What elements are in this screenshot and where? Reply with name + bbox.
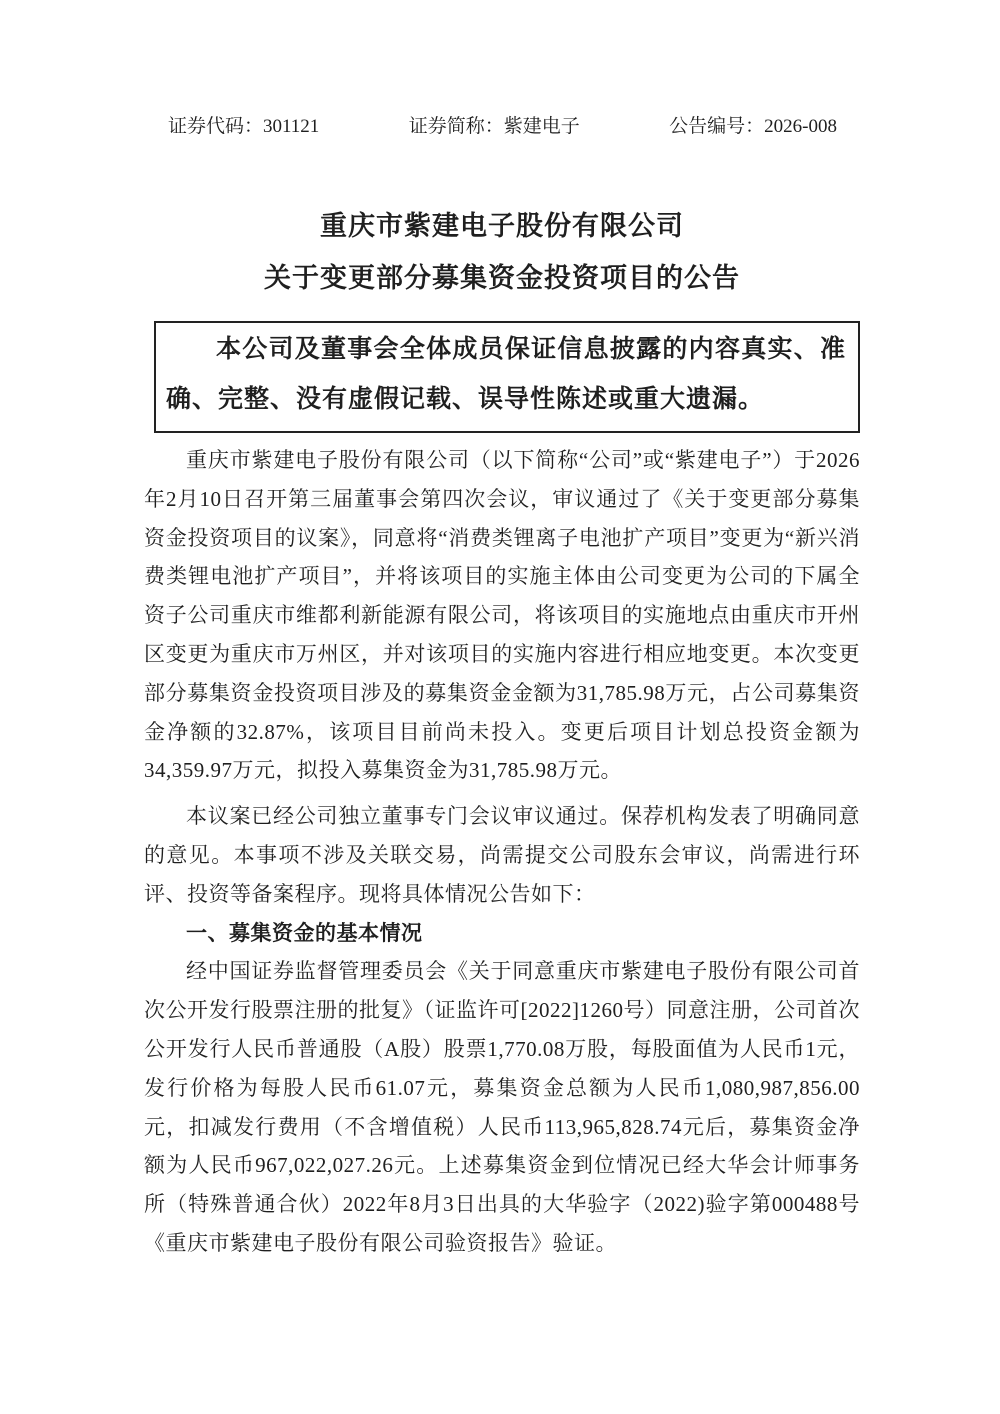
stock-code-label: 证券代码：301121 xyxy=(168,116,320,137)
announcement-subject-title: 关于变更部分募集资金投资项目的公告 xyxy=(264,263,740,293)
document-header xyxy=(168,114,837,140)
paragraph-fundraising-details: 经中国证券监督管理委员会《关于同意重庆市紫建电子股份有限公司首次公开发行股票注册的批复》（证监许可[2022]1260号）同意注册，公司首次公开发行人民币普通股（A股）股票1,770.08万股，每股面值为人民币1元，发行价格为每股人民币61.07元，募集资金总额为人民币1,080,987,856.00元，扣减发行费用（不含增值税）人民币113,965,828.74元后，募集资金净额为人民币967,022,027.26元。上述募集资金到位情况已经大华会计师事务所（特殊普通合伙）2022年8月3日出具的大华验字（2022)验字第000488号《重庆市紫建电子股份有限公司验资报告》验证。 xyxy=(144,959,860,1255)
announcement-number-label: 公告编号：2026-008 xyxy=(669,116,837,137)
stock-abbr-label: 证券简称：紫建电子 xyxy=(408,116,580,137)
disclaimer-box xyxy=(154,321,860,433)
paragraph-approval-status: 本议案已经公司独立董事专门会议审议通过。保荐机构发表了明确同意的意见。本事项不涉及关联交易，尚需提交公司股东会审议，尚需进行环评、投资等备案程序。现将具体情况公告如下： xyxy=(144,804,860,906)
paragraph-board-resolution: 重庆市紫建电子股份有限公司（以下简称“公司”或“紫建电子”）于2026年2月10日召开第三届董事会第四次会议，审议通过了《关于变更部分募集资金投资项目的议案》，同意将“消费类锂离子电池扩产项目”变更为“新兴消费类锂电池扩产项目”，并将该项目的实施主体由公司变更为公司的下属全资子公司重庆市维都利新能源有限公司，将该项目的实施地点由重庆市开州区变更为重庆市万州区，并对该项目的实施内容进行相应地变更。本次变更部分募集资金投资项目涉及的募集资金金额为31,785.98万元，占公司募集资金净额的32.87%，该项目目前尚未投入。变更后项目计划总投资金额为34,359.97万元，拟投入募集资金为31,785.98万元。 xyxy=(144,448,860,783)
document-title xyxy=(144,200,860,304)
disclaimer-text: 本公司及董事会全体成员保证信息披露的内容真实、准确、完整、没有虚假记载、误导性陈述或重大遗漏。 xyxy=(166,336,846,413)
company-name-title: 重庆市紫建电子股份有限公司 xyxy=(320,211,684,241)
document-body xyxy=(144,441,860,1263)
section-heading-fund-basics: 一、募集资金的基本情况 xyxy=(186,920,423,945)
